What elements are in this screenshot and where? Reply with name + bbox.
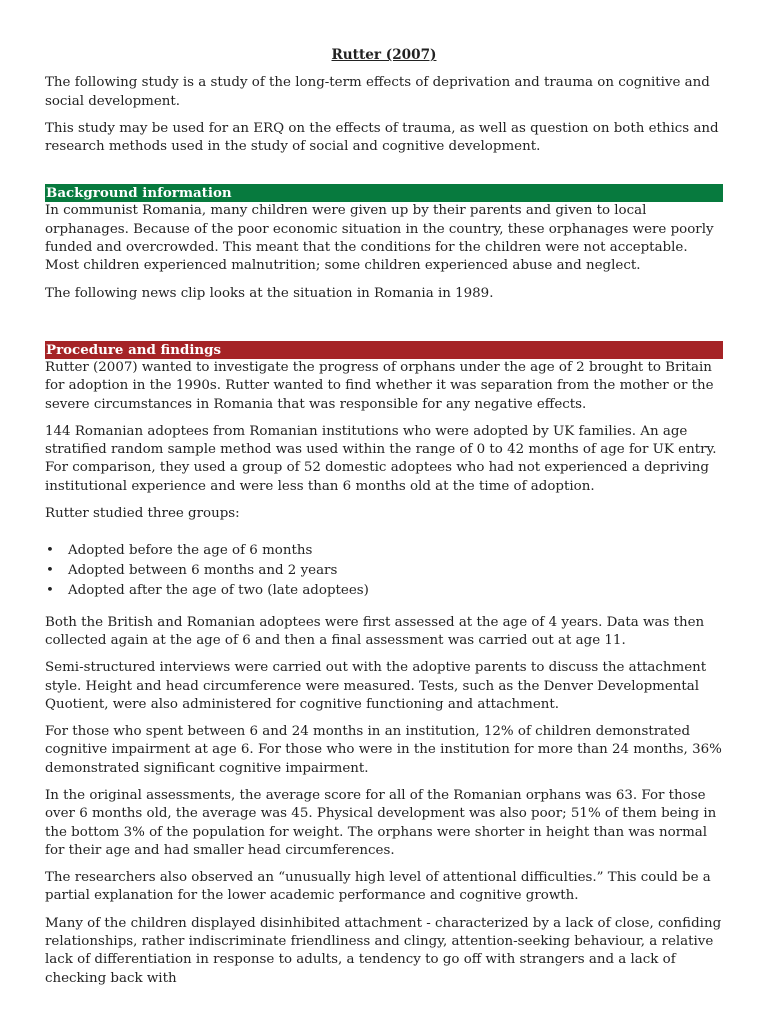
findings-paragraph-4: In the original assessments, the average score for all of the Romanian orphans was 63. For those over 6 months old, the average was 45. Physical development was also poor; 51% of them being in the bottom 3% of the population for weight. The orphans were shorter in height than was normal for their age and had smaller head circumferences. <box>45 787 717 858</box>
findings-paragraph-1: Both the British and Romanian adoptees were first assessed at the age of 4 years. Data was then collected again at the age of 6 and then a final assessment was carried out at age 11. <box>45 614 705 648</box>
background-paragraph-2: The following news clip looks at the situation in Romania in 1989. <box>45 285 494 301</box>
group-label: Adopted between 6 months and 2 years <box>68 563 338 579</box>
list-item <box>45 582 723 600</box>
findings-paragraph-3: For those who spent between 6 and 24 months in an institution, 12% of children demonstrated cognitive impairment at age 6. For those who were in the institution for more than 24 months, 36% demonstrated significant cognitive impairment. <box>45 724 722 776</box>
procedure-paragraph-1: Rutter (2007) wanted to investigate the progress of orphans under the age of 2 brought to Britain for adoption in the 1990s. Rutter wanted to find whether it was separation from the mother or the severe circumstances in Romania that was responsible for any negative effects. <box>45 359 714 412</box>
findings-paragraph-6: Many of the children displayed disinhibited attachment - characterized by a lack of close, confiding relationships, rather indiscriminate friendliness and clingy, attention-seeking behaviour, a relative lack of differentiation in response to adults, a tendency to go off with strangers and a lack of checking back with <box>45 915 722 986</box>
group-label: Adopted after the age of two (late adoptees) <box>68 583 369 599</box>
bullet-icon: • <box>46 583 54 599</box>
group-label: Adopted before the age of 6 months <box>68 543 313 559</box>
procedure-paragraph-2: 144 Romanian adoptees from Romanian institutions who were adopted by UK families. An age stratified random sample method was used within the range of 0 to 42 months of age for UK entry. For comparison, they used a group of 52 domestic adoptees who had not experienced a depriving institutional experience and were less than 6 months old at the time of adoption. <box>45 423 717 494</box>
groups-list <box>45 542 723 600</box>
intro-paragraph-2: This study may be used for an ERQ on the effects of trauma, as well as question on both ethics and research methods used in the study of social and cognitive development. <box>45 120 719 155</box>
groups-lead-text: Rutter studied three groups: <box>45 506 240 522</box>
findings-paragraph-2: Semi-structured interviews were carried out with the adoptive parents to discuss the attachment style. Height and head circumference were measured. Tests, such as the Denver Developmental Quotient, were also administered for cognitive functioning and attachment. <box>45 660 707 712</box>
procedure-and-findings-heading: Procedure and findings <box>45 341 723 359</box>
document-page <box>45 46 723 997</box>
findings-paragraph-5: The researchers also observed an “unusually high level of attentional difficulties.” This could be a partial explanation for the lower academic performance and cognitive growth. <box>45 870 711 904</box>
bullet-icon: • <box>46 563 54 579</box>
background-information-heading: Background information <box>45 184 723 202</box>
background-paragraph-1: In communist Romania, many children were given up by their parents and given to local orphanages. Because of the poor economic situation in the country, these orphanages were poorly funded and overcrowded. This meant that the conditions for the children were not acceptable. Most children experienced malnutrition; some children experienced abuse and neglect. <box>45 203 714 274</box>
intro-paragraph-1: The following study is a study of the long-term effects of deprivation and trauma on cognitive and social development. <box>45 75 710 109</box>
document-title: Rutter (2007) <box>331 47 437 63</box>
bullet-icon: • <box>46 543 54 559</box>
list-item <box>45 542 723 560</box>
list-item <box>45 562 723 580</box>
